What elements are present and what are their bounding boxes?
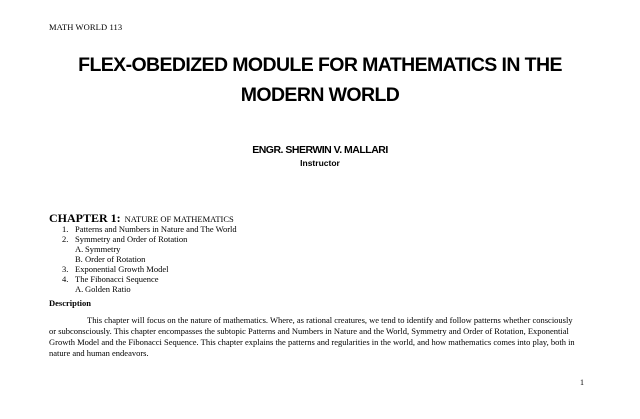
subtopic-letter: A. — [75, 244, 84, 254]
subtopic-item — [62, 244, 237, 254]
topic-number: 1. — [62, 224, 69, 234]
topic-text: Exponential Growth Model — [75, 264, 169, 274]
subtopic-text: Symmetry — [85, 244, 121, 254]
topic-number: 4. — [62, 274, 69, 284]
chapter-topic: NATURE OF MATHEMATICS — [124, 214, 234, 224]
module-title — [0, 50, 640, 110]
topic-text: The Fibonacci Sequence — [75, 274, 159, 284]
topic-text: Patterns and Numbers in Nature and The World — [75, 224, 237, 234]
topic-number: 2. — [62, 234, 69, 244]
subtopic-letter: B. — [75, 254, 83, 264]
topic-text: Symmetry and Order of Rotation — [75, 234, 188, 244]
topic-list — [62, 224, 237, 294]
chapter-label: CHAPTER 1: — [49, 211, 121, 225]
module-title-line-2: MODERN WORLD — [240, 84, 400, 106]
description-body: This chapter will focus on the nature of mathematics. Where, as rational creatures, we tend to identify and follow patterns whether consciously or subconsciously. This chapter encompasses the subtopic Patterns and Numbers in Nature and the World, Symmetry and Order of Rotation, Exponential Growth Model and the Fibonacci Sequence. This chapter explains the patterns and regularities in the world, and how mathematics comes into play, both in nature and human endeavors. — [49, 315, 575, 358]
subtopic-text: Order of Rotation — [85, 254, 146, 264]
description-heading: Description — [49, 298, 92, 308]
page-number: 1 — [580, 378, 584, 387]
course-header: MATH WORLD 113 — [49, 22, 123, 32]
topic-item — [62, 274, 237, 284]
topic-item — [62, 234, 237, 244]
topic-item — [62, 264, 237, 274]
author-role: Instructor — [300, 158, 340, 168]
module-title-line-1: FLEX-OBEDIZED MODULE FOR MATHEMATICS IN THE — [78, 54, 562, 76]
topic-item — [62, 224, 237, 234]
subtopic-item — [62, 284, 237, 294]
subtopic-text: Golden Ratio — [85, 284, 131, 294]
subtopic-letter: A. — [75, 284, 84, 294]
author-name: ENGR. SHERWIN V. MALLARI — [252, 144, 388, 156]
subtopic-item — [62, 254, 237, 264]
topic-number: 3. — [62, 264, 69, 274]
